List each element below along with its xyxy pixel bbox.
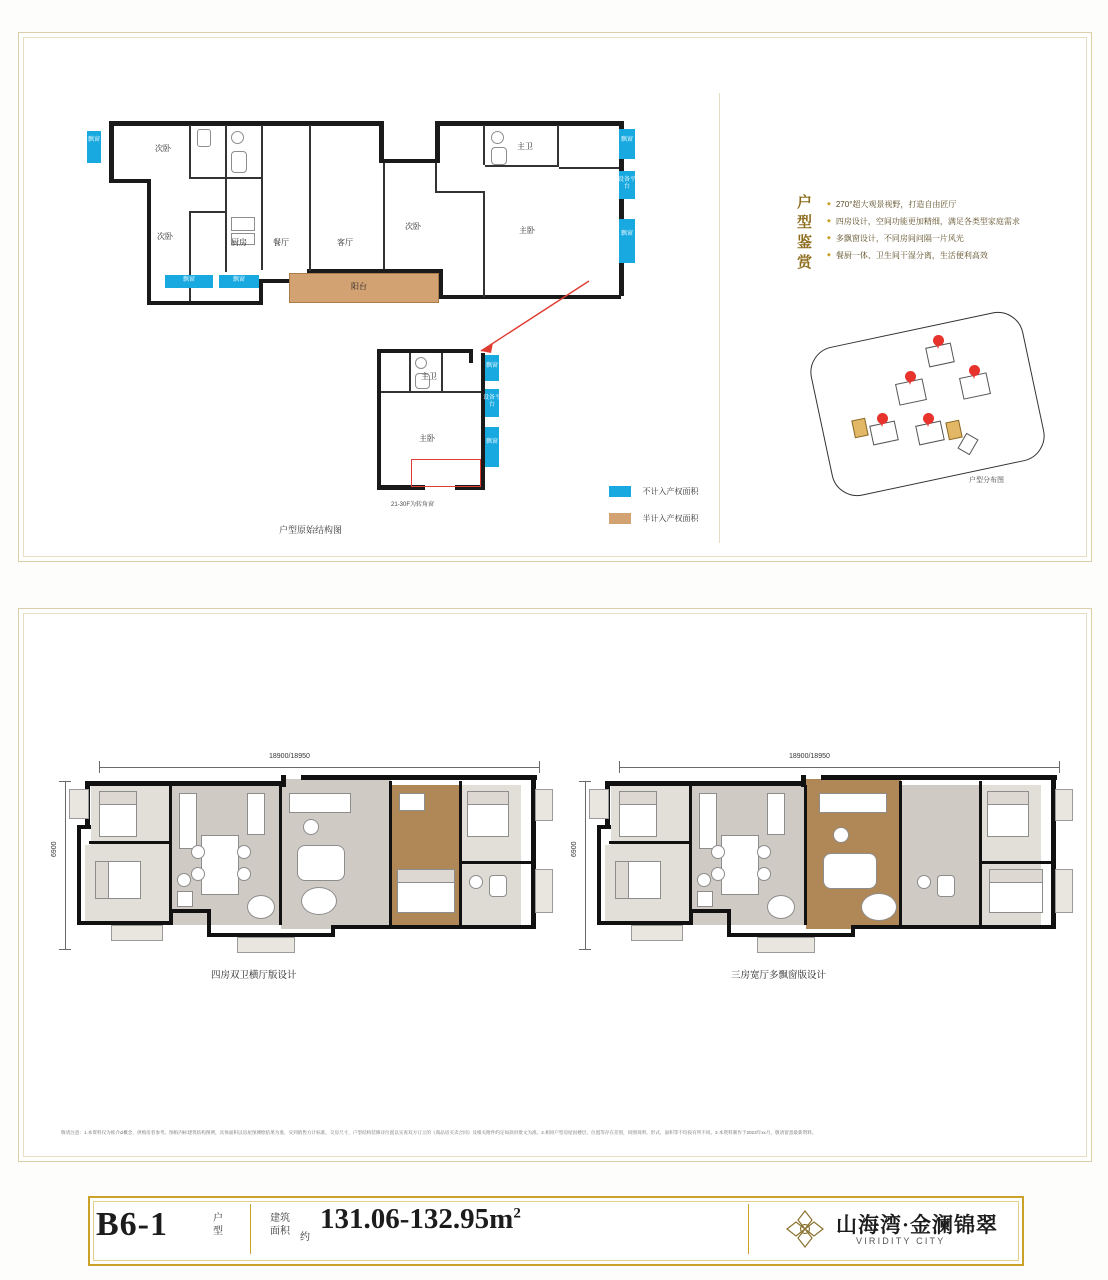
wall [189, 125, 191, 179]
room-label: 次卧 [157, 232, 173, 241]
map-pin [877, 413, 888, 428]
bed-pillow [99, 791, 137, 805]
wall [261, 125, 263, 270]
bath-fixture [917, 875, 931, 889]
armchair [767, 895, 795, 919]
bay-window [535, 869, 553, 913]
kitchen-counter [699, 793, 717, 849]
wardrobe [399, 793, 425, 811]
approx-label: 约 [300, 1232, 310, 1243]
appraise-title: 户 型 鉴 赏 [797, 194, 814, 271]
unit-code: B6-1 [96, 1206, 168, 1243]
room-label: 主卧 [519, 226, 535, 235]
wall [435, 163, 437, 193]
bed-pillow [615, 861, 629, 899]
wall [437, 191, 485, 193]
legend [609, 483, 698, 528]
chair [237, 845, 251, 859]
wall [109, 121, 114, 181]
dimension-width: 18900/18950 [269, 753, 310, 760]
wall [225, 177, 227, 272]
chair [191, 867, 205, 881]
panel-divider [719, 93, 720, 543]
bay-window [485, 427, 499, 467]
wall [301, 775, 537, 780]
wall [191, 211, 227, 213]
dimension-tick [59, 781, 71, 782]
room-label: 客厅 [337, 238, 353, 247]
kitchen-counter [767, 793, 785, 835]
callout-arrow [419, 273, 599, 363]
coffee-table [861, 893, 897, 921]
dimension-tick [99, 761, 100, 773]
wall [389, 781, 392, 925]
site-boundary [806, 307, 1050, 501]
bath-fixture [197, 129, 211, 147]
dining-table [201, 835, 239, 895]
disclaimer: 敬请注意：1.本资料仅为推介ద概念，供购房者参考。图纸内标建筑结构图例，具体面积以房屋预测绘结果为准，实到销售方计标准。交房尺寸，户型结构装修详位置以实查双方订立的《商品房买卖合同》及相关附件约定如款府批文为准。2.相同户型房屋因楼层、位置等存在差别，同图说明、形式、面积等不均按有所不同。3.本资料制作于2023年xx月，敬请留意最新资料。 [61, 1130, 817, 1135]
bath-fixture [231, 151, 247, 173]
wall [804, 785, 807, 925]
bed-pillow [95, 861, 109, 899]
area-label: 建筑面积 [270, 1213, 290, 1237]
dimension-tick [539, 761, 540, 773]
bay-window [535, 789, 553, 821]
dimension-tick [59, 949, 71, 950]
bath-fixture [937, 875, 955, 897]
bath-fixture [177, 891, 193, 907]
wall [461, 861, 531, 864]
wall [439, 121, 624, 126]
wall [169, 785, 172, 909]
map-pin [923, 413, 934, 428]
decor [833, 827, 849, 843]
schematic-caption: 户型原始结构图 [279, 525, 343, 535]
bay-window [111, 925, 163, 941]
bay-window-label: 飘窗 [485, 439, 498, 445]
legend-item [609, 510, 698, 528]
appraise-bullets [827, 197, 1067, 265]
bed-pillow [619, 791, 657, 805]
bath-fixture [489, 875, 507, 897]
wall [979, 781, 982, 927]
bay-window [237, 937, 295, 953]
wall [605, 781, 805, 786]
brand-name-cn: 山海湾·金澜锦翠 [836, 1213, 999, 1237]
wall [609, 841, 691, 844]
room-label: 次卧 [405, 222, 421, 231]
legend-swatch-tan [609, 513, 631, 524]
sofa [823, 853, 877, 889]
wall [89, 841, 171, 844]
area-value [320, 1203, 521, 1236]
area-unit-sup: 2 [513, 1205, 521, 1222]
corner-window-highlight [411, 459, 481, 487]
dimension-line [99, 767, 539, 768]
bay-window [589, 789, 609, 819]
kitchen-counter [247, 793, 265, 835]
bay-window-label: 飘窗 [620, 231, 633, 237]
mid-panel [18, 608, 1092, 1162]
area-number: 131.06-132.95m [320, 1203, 514, 1235]
wall [379, 121, 384, 161]
bath-fixture [491, 147, 507, 165]
room-label: 餐厅 [273, 238, 289, 247]
room-label: 主卫 [517, 142, 533, 151]
site-map [809, 323, 1059, 503]
wall [309, 125, 311, 271]
wall [689, 909, 729, 913]
bullet-item: ◆ 餐厨一体、卫生间干湿分离，生活便利高效 [827, 248, 1067, 265]
bay-window-label: 飘窗 [87, 137, 100, 143]
wall [435, 121, 440, 163]
bay-window [1055, 789, 1073, 821]
decor [303, 819, 319, 835]
bay-window [757, 937, 815, 953]
armchair [247, 895, 275, 919]
bullet-item: ◆ 多飘窗设计，不同房间问隔一片风光 [827, 231, 1067, 248]
chair [757, 845, 771, 859]
bay-window-label: 飘窗 [182, 277, 195, 283]
map-pin [933, 335, 944, 350]
bed-pillow [989, 869, 1043, 883]
wall [483, 125, 485, 165]
wall [331, 925, 531, 929]
wall [981, 861, 1051, 864]
wall [147, 179, 151, 304]
bay-window [69, 789, 89, 819]
wall [559, 167, 619, 169]
tv-cabinet [289, 793, 351, 813]
tv-cabinet [819, 793, 887, 813]
chair [191, 845, 205, 859]
bay-window-label: 飘窗 [485, 363, 498, 369]
dimension-tick [619, 761, 620, 773]
bay-window [1055, 869, 1073, 913]
brand-logo-icon [782, 1206, 828, 1252]
wall [109, 179, 151, 183]
bath-fixture [491, 131, 504, 144]
bath-fixture [231, 131, 244, 144]
dimension-tick [579, 949, 591, 950]
sofa [297, 845, 345, 881]
bay-window [619, 219, 635, 263]
wall [821, 775, 1057, 780]
wall [381, 391, 481, 393]
room-label: 主卫 [421, 372, 437, 381]
kitchen-counter [179, 793, 197, 849]
wall [377, 349, 381, 489]
bay-window [87, 131, 101, 163]
wall [899, 781, 902, 925]
top-panel [18, 32, 1092, 562]
render-plan-a [51, 749, 521, 979]
bath-fixture [177, 873, 191, 887]
equipment-platform-label: 设备平台 [482, 395, 501, 408]
wall [383, 163, 385, 269]
wall [379, 159, 439, 163]
legend-label: 不计入产权面积 [642, 487, 699, 497]
bay-window [631, 925, 683, 941]
plan-b-title: 三房宽厅多飘窗版设计 [731, 970, 827, 981]
bay-window [619, 129, 635, 159]
bed-pillow [397, 869, 455, 883]
unit-type-label: 户型 [213, 1213, 223, 1237]
dimension-tick [579, 781, 591, 782]
map-pin [969, 365, 980, 380]
plan-a-title: 四房双卫横厅版设计 [211, 970, 297, 981]
wall [147, 301, 262, 305]
dining-table [721, 835, 759, 895]
kitchen-counter [231, 217, 255, 231]
wall [85, 781, 285, 786]
wall [109, 121, 379, 126]
chair [711, 867, 725, 881]
bay-window-label: 飘窗 [620, 137, 633, 143]
sitemap-caption: 户型分布图 [969, 477, 1004, 484]
coffee-table [301, 887, 337, 915]
equipment-platform-label: 设备平台 [617, 177, 636, 190]
bath-fixture [469, 875, 483, 889]
floor-fill [901, 785, 981, 927]
wall [851, 925, 1051, 929]
bullet-item: ◆ 四房设计，空间功能更加精细，满足各类型家庭需求 [827, 214, 1067, 231]
wall [409, 353, 411, 393]
dimension-width: 18900/18950 [789, 753, 830, 760]
wall [459, 781, 462, 927]
room-label: 主卧 [419, 434, 435, 443]
corner-note: 21-30F为转角窗 [391, 502, 435, 508]
dimension-height: 6900 [571, 841, 578, 857]
room-label-balcony: 阳台 [351, 282, 367, 291]
wall [485, 165, 559, 167]
wall [225, 125, 227, 179]
bath-fixture [697, 873, 711, 887]
legend-item [609, 483, 698, 501]
dimension-height: 6900 [51, 841, 58, 857]
appraise-section [779, 183, 1079, 513]
legend-label: 半计入产权面积 [642, 514, 699, 524]
chair [237, 867, 251, 881]
dimension-line [585, 781, 586, 949]
map-pin [905, 371, 916, 386]
wall [557, 125, 559, 167]
bottom-divider [250, 1204, 251, 1254]
room-label: 次卧 [155, 144, 171, 153]
legend-swatch-blue [609, 486, 631, 497]
bed-pillow [987, 791, 1029, 805]
wall [77, 825, 81, 923]
chair [757, 867, 771, 881]
room-label: 厨房 [231, 238, 247, 247]
wall [689, 785, 692, 909]
bullet-item: ◆ 270°超大观景视野，打造自由匠厅 [827, 197, 1067, 214]
bath-fixture [697, 891, 713, 907]
bottom-divider [748, 1204, 749, 1254]
bed-pillow [467, 791, 509, 805]
dimension-line [65, 781, 66, 949]
wall [279, 785, 282, 925]
bay-window-label: 飘窗 [232, 277, 245, 283]
wall [169, 909, 209, 913]
chair [711, 845, 725, 859]
dimension-line [619, 767, 1059, 768]
dimension-tick [1059, 761, 1060, 773]
wall [597, 825, 601, 923]
brand-name-en: VIRIDITY CITY [856, 1236, 946, 1246]
render-plan-b [571, 749, 1041, 979]
